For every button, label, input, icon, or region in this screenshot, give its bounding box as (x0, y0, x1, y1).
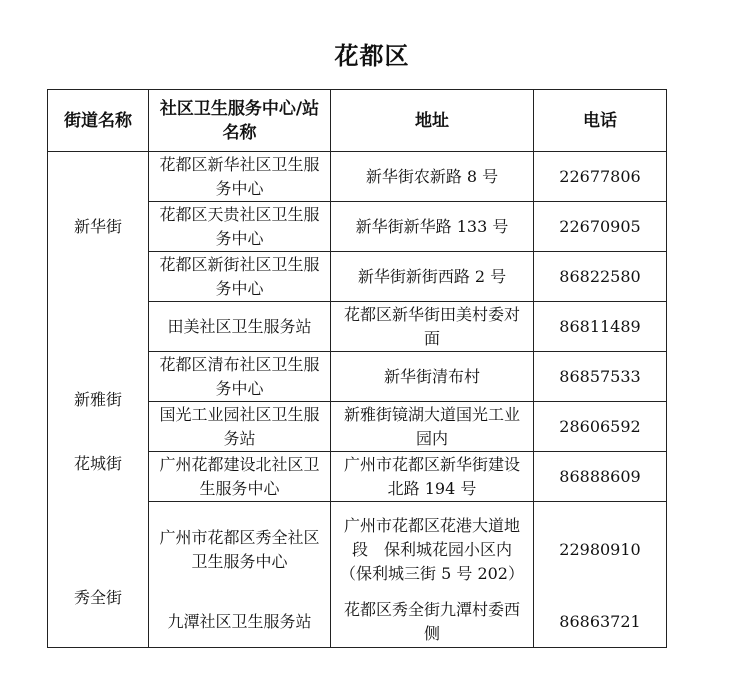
center-name: 田美社区卫生服务站 (149, 302, 331, 352)
center-name: 花都区新街社区卫生服务中心 (149, 252, 331, 302)
center-name: 花都区新华社区卫生服务中心 (149, 152, 331, 202)
phone: 86888609 (534, 452, 667, 502)
phone: 86857533 (534, 352, 667, 402)
address: 花都区新华街田美村委对面 (331, 302, 534, 352)
address: 广州市花都区新华街建设北路 194 号 (331, 452, 534, 502)
center-name: 国光工业园社区卫生服务站 (149, 402, 331, 452)
table-row (48, 152, 667, 202)
address: 新华街农新路 8 号 (331, 152, 534, 202)
header-row (48, 90, 667, 152)
center-name: 花都区清布社区卫生服务中心 (149, 352, 331, 402)
table-row (48, 252, 667, 302)
table-row (48, 452, 667, 502)
phone: 86811489 (534, 302, 667, 352)
community-health-table (47, 89, 667, 648)
center-name: 九潭社区卫生服务站 (149, 598, 331, 648)
address: 新华街清布村 (331, 352, 534, 402)
center-name: 广州市花都区秀全社区卫生服务中心 (149, 502, 331, 598)
street-name: 花城街 (73, 453, 122, 473)
phone: 22980910 (534, 502, 667, 598)
table-row (48, 302, 667, 352)
table-row (48, 502, 667, 598)
street-name: 新华街 (73, 216, 122, 236)
address: 花都区秀全街九潭村委西侧 (331, 598, 534, 648)
page-title: 花都区 (334, 42, 410, 70)
table-row (48, 202, 667, 252)
center-name: 花都区天贵社区卫生服务中心 (149, 202, 331, 252)
phone: 22670905 (534, 202, 667, 252)
phone: 86863721 (534, 598, 667, 648)
center-name: 广州花都建设北社区卫生服务中心 (149, 452, 331, 502)
street-name: 秀全街 (73, 587, 122, 607)
address: 新雅街镜湖大道国光工业园内 (331, 402, 534, 452)
header-center: 社区卫生服务中心/站名称 (149, 90, 331, 152)
address: 新华街新街西路 2 号 (331, 252, 534, 302)
header-street: 街道名称 (48, 90, 149, 152)
address: 新华街新华路 133 号 (331, 202, 534, 252)
table-row (48, 402, 667, 452)
phone: 22677806 (534, 152, 667, 202)
header-address: 地址 (331, 90, 534, 152)
header-phone: 电话 (534, 90, 667, 152)
table-row (48, 598, 667, 648)
phone: 28606592 (534, 402, 667, 452)
address: 广州市花都区花港大道地段 保利城花园小区内（保利城三街 5 号 202） (331, 502, 534, 598)
phone: 86822580 (534, 252, 667, 302)
street-name: 新雅街 (73, 389, 122, 409)
